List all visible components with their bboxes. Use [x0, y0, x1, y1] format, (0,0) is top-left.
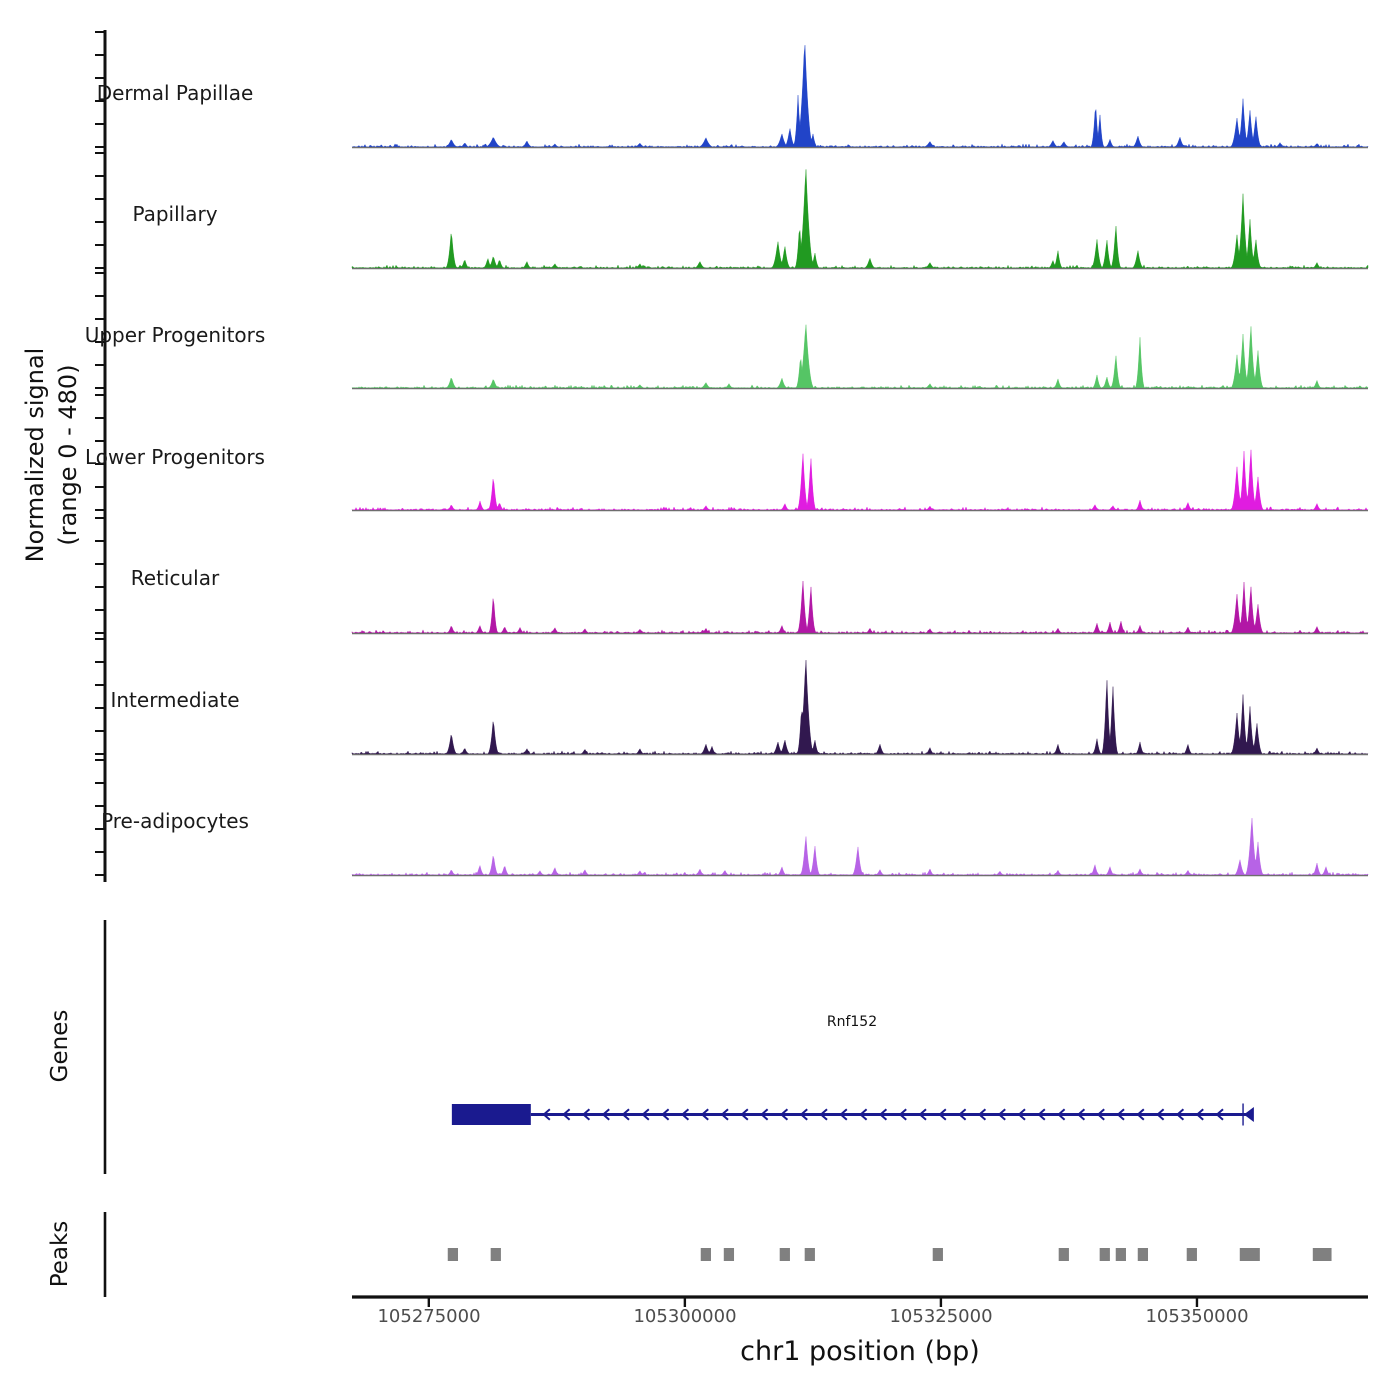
gene-end-arrow-icon: [1244, 1107, 1254, 1122]
track-label-intermediate: Intermediate: [110, 688, 240, 712]
peak-call-box: [933, 1248, 943, 1261]
signal-area-upper-progenitors: [352, 325, 1368, 388]
x-tick-105300000: 105300000: [633, 1306, 737, 1327]
peak-call-box: [491, 1248, 501, 1261]
peak-call-box: [780, 1248, 790, 1261]
signal-area-papillary: [352, 169, 1368, 268]
peak-call-box: [724, 1248, 734, 1261]
gene-exon-box: [452, 1104, 531, 1125]
track-label-papillary: Papillary: [132, 202, 218, 226]
signal-area-reticular: [352, 581, 1368, 633]
gene-name-label: Rnf152: [826, 1014, 878, 1030]
track-label-lower-progenitors: Lower Progenitors: [85, 445, 265, 469]
peaks-panel-label: Peaks: [47, 1220, 73, 1288]
track-label-upper-progenitors: Upper Progenitors: [84, 323, 266, 347]
peak-call-box: [701, 1248, 711, 1261]
peak-call-box: [805, 1248, 815, 1261]
signal-area-dermal-papillae: [352, 45, 1368, 147]
peak-call-box: [1138, 1248, 1148, 1261]
peak-call-box: [1100, 1248, 1110, 1261]
y-axis-label-line2: (range 0 - 480): [54, 364, 82, 546]
x-tick-105350000: 105350000: [1145, 1306, 1249, 1327]
signal-area-intermediate: [352, 660, 1368, 754]
x-axis-title: chr1 position (bp): [740, 1336, 980, 1367]
x-tick-105325000: 105325000: [889, 1306, 993, 1327]
genes-panel-label: Genes: [47, 1009, 73, 1083]
x-tick-105275000: 105275000: [377, 1306, 481, 1327]
peak-call-box: [1240, 1248, 1250, 1261]
signal-area-lower-progenitors: [352, 450, 1368, 510]
track-label-dermal-papillae: Dermal Papillae: [96, 81, 254, 105]
track-label-reticular: Reticular: [130, 566, 220, 590]
peak-call-box: [1187, 1248, 1197, 1261]
peak-call-box: [1321, 1248, 1331, 1261]
y-axis-label-line1: Normalized signal: [21, 347, 49, 563]
peak-call-box: [1250, 1248, 1260, 1261]
peak-call-box: [1116, 1248, 1126, 1261]
track-label-pre-adipocytes: Pre-adipocytes: [101, 809, 249, 833]
peak-call-box: [1059, 1248, 1069, 1261]
signal-area-pre-adipocytes: [352, 818, 1368, 875]
peak-call-box: [448, 1248, 458, 1261]
